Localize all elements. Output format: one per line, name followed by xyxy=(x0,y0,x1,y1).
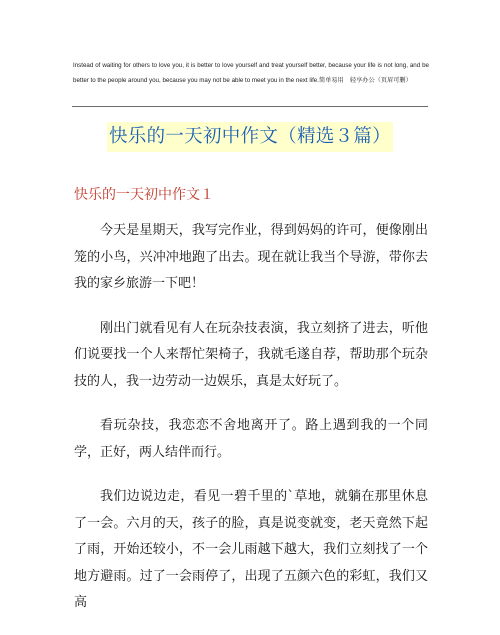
document-title-text: 快乐的一天初中作文（精选３篇） xyxy=(107,122,393,152)
header-divider xyxy=(72,106,428,107)
document-body xyxy=(74,218,428,635)
paragraph-4: 我们边说边走，看见一碧千里的`草地，就躺在那里休息了一会。六月的天，孩子的脸，真是说变就变，老天竟然下起了雨，开始还较小，不一会儿雨越下越大，我们立刻找了一个地方避雨。过了一会雨停了，出现了五颜六色的彩虹，我们又高 xyxy=(74,489,428,610)
paragraph-3: 看玩杂技，我恋恋不舍地离开了。路上遇到我的一个同学，正好，两人结伴而行。 xyxy=(74,418,428,460)
header-quote xyxy=(73,58,429,88)
section-heading: 快乐的一天初中作文１ xyxy=(74,187,214,203)
paragraph-2: 刚出门就看见有人在玩杂技表演，我立刻挤了进去，听他们说要找一个人来帮忙架椅子，我就毛遂自荐，帮助那个玩杂技的人，我一边劳动一边娱乐，真是太好玩了。 xyxy=(74,320,428,389)
paragraph-1: 今天是星期天，我写完作业，得到妈妈的许可，便像刚出笼的小鸟，兴冲冲地跑了出去。现在就让我当个导游，带你去我的家乡旅游一下吧！ xyxy=(74,223,428,291)
header-quote-text: Instead of waiting for others to love you, it is better to love yourself and treat yourself better, because your life is not long, and be better to the people around you, because you may not be able to meet you in the next life.简单易用 轻享办公（页眉可删） xyxy=(73,62,429,84)
document-title xyxy=(0,122,500,152)
